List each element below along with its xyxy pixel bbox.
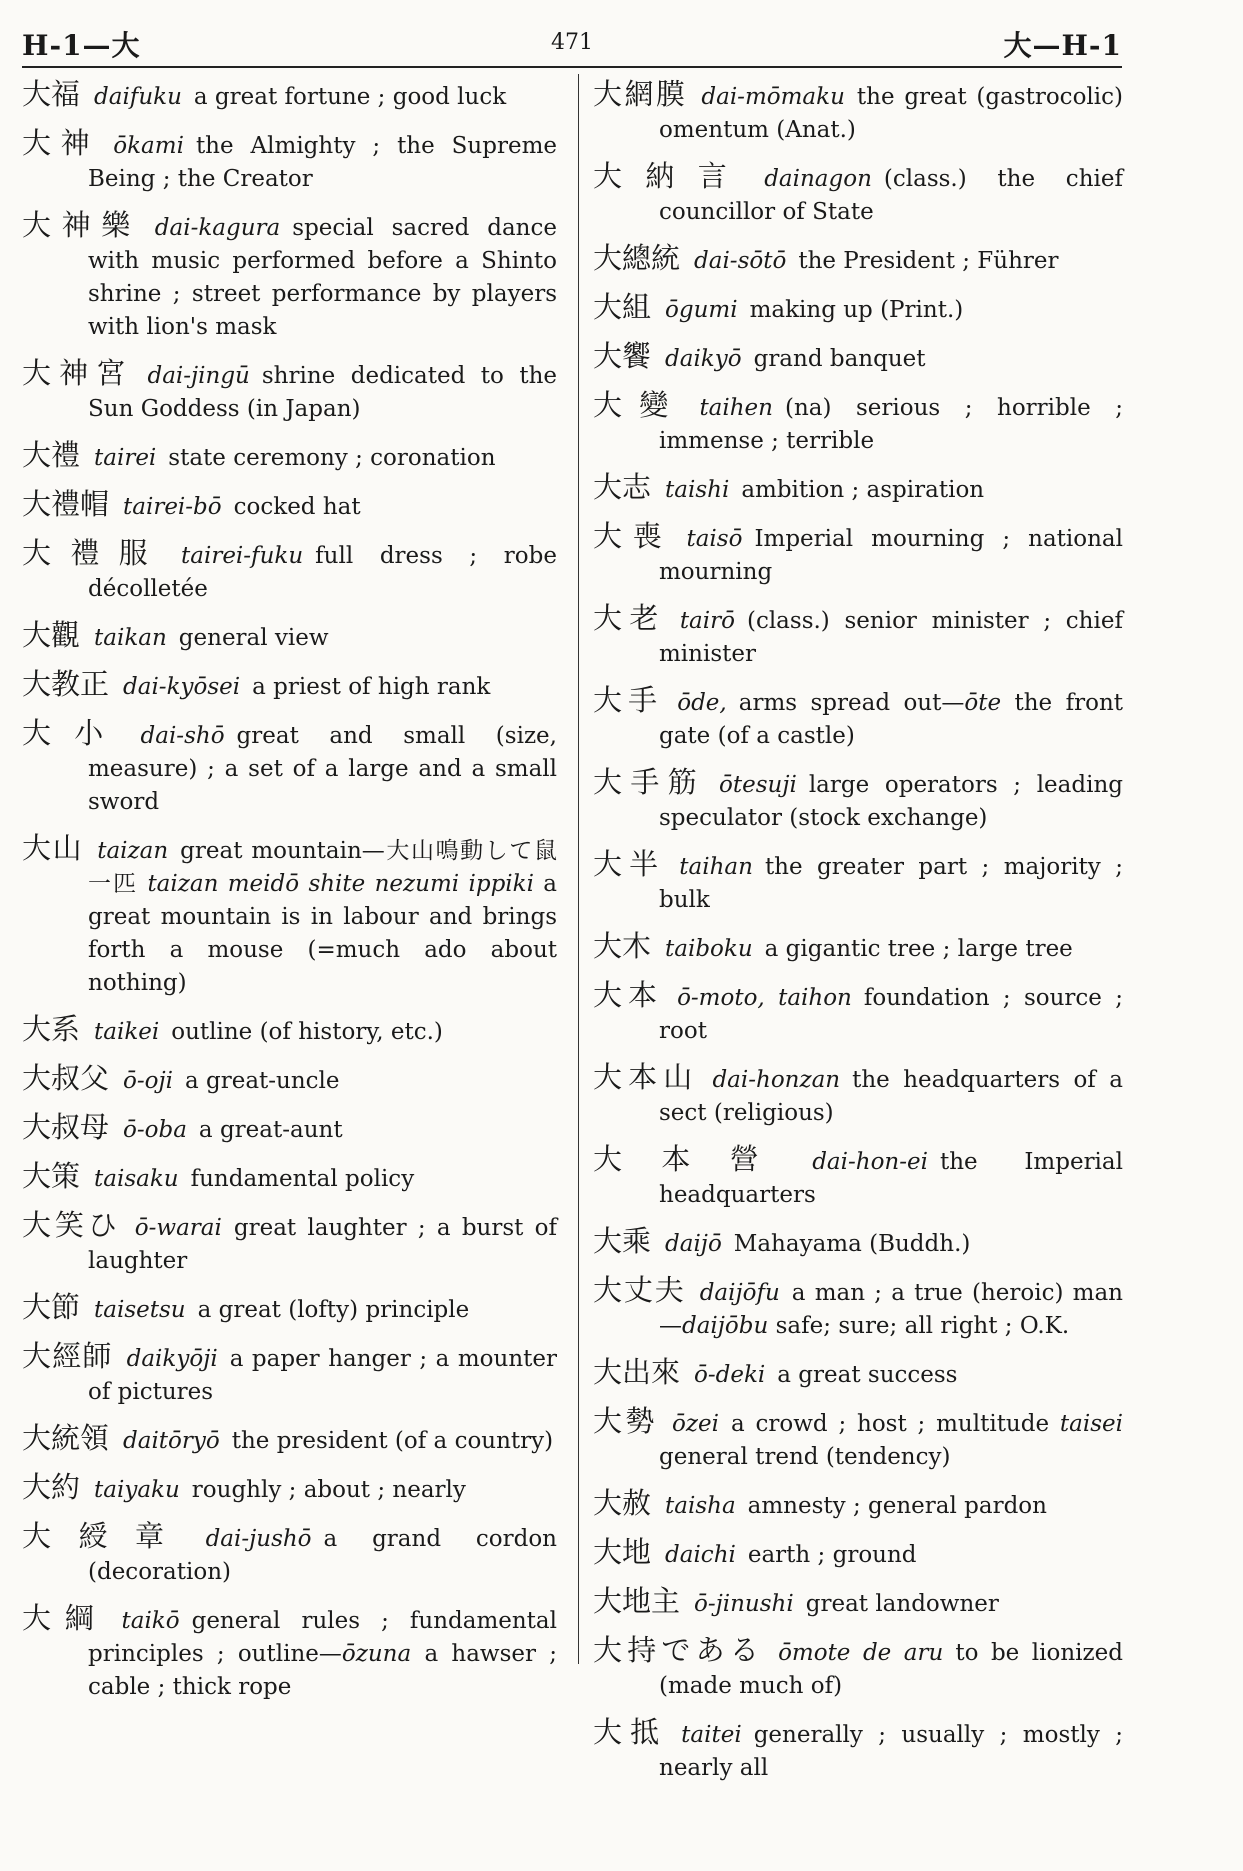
entry-headword: 大節 xyxy=(22,1290,81,1324)
entry-phrase-reading: taizan meidō shite nezumi ippiki xyxy=(147,871,534,897)
dictionary-entry xyxy=(22,1602,557,1704)
entry-reading: dai-hon-ei xyxy=(812,1149,928,1175)
dictionary-entry xyxy=(22,1013,557,1049)
entry-reading: daichi xyxy=(665,1542,736,1568)
entry-definition: general view xyxy=(178,625,329,651)
entry-definition: a great fortune ; good luck xyxy=(193,84,507,110)
dictionary-entry xyxy=(22,1520,557,1589)
entry-reading: taiyaku xyxy=(94,1477,180,1503)
dictionary-entry xyxy=(22,717,557,819)
entry-headword: 大抵 xyxy=(593,1715,668,1749)
entry-headword: 大志 xyxy=(593,470,652,504)
entry-reading: taihen xyxy=(699,395,773,421)
entry-reading: dai-jingū xyxy=(147,363,250,389)
entry-headword: 大小 xyxy=(22,716,127,750)
entry-headword: 大綬章 xyxy=(22,1519,192,1553)
entry-reading: taishi xyxy=(665,477,730,503)
entry-reading: ōzei xyxy=(672,1411,719,1437)
dictionary-entry xyxy=(22,357,557,426)
entry-reading: taizan xyxy=(97,838,169,864)
entry-reading: ō-moto, taihon xyxy=(677,985,852,1011)
entry-headword: 大神 xyxy=(22,126,100,160)
entry-reading: ōgumi xyxy=(665,297,738,323)
dictionary-entry xyxy=(593,1405,1123,1474)
entry-headword: 大本山 xyxy=(593,1060,699,1094)
entry-reading: taitei xyxy=(681,1722,742,1748)
entry-reading: dainagon xyxy=(764,166,872,192)
entry-definition: the President ; Führer xyxy=(798,248,1059,274)
entry-headword: 大網膜 xyxy=(593,77,688,111)
entry-headword: 大叔母 xyxy=(22,1110,110,1144)
entry-headword: 大變 xyxy=(593,388,686,422)
entry-reading: taihan xyxy=(679,854,753,880)
header-rule xyxy=(22,66,1122,68)
entry-reading: taikan xyxy=(94,625,167,651)
dictionary-entry xyxy=(593,602,1123,671)
entry-headword: 大地主 xyxy=(593,1584,681,1618)
dictionary-entry xyxy=(593,1634,1123,1703)
entry-headword: 大丈夫 xyxy=(593,1273,686,1307)
entry-definition: to be lionized (made much of) xyxy=(659,1640,1123,1699)
entry-definition: the Imperial headquarters xyxy=(659,1149,1123,1208)
entry-definition: the greater part ; majority ; bulk xyxy=(659,854,1123,913)
entry-definition: cocked hat xyxy=(233,494,361,520)
entry-reading: taikō xyxy=(121,1608,180,1634)
entry-definition: shrine dedicated to the Sun Goddess (in Japan) xyxy=(88,363,557,422)
left-column xyxy=(22,78,557,1717)
entry-reading: dai-shō xyxy=(140,723,225,749)
entry-headword: 大本 xyxy=(593,978,664,1012)
dictionary-entry xyxy=(22,832,557,1000)
entry-definition: great mountain— xyxy=(180,838,385,864)
entry-headword: 大笑ひ xyxy=(22,1208,121,1242)
entry-definition: roughly ; about ; nearly xyxy=(191,1477,466,1503)
entry-definition: grand banquet xyxy=(753,346,926,372)
entry-reading: daifuku xyxy=(94,84,182,110)
entry-phrase-definition: general trend (tendency) xyxy=(659,1444,951,1470)
entry-definition: foundation ; source ; root xyxy=(659,985,1123,1044)
entry-definition: Mahayama (Buddh.) xyxy=(733,1231,971,1257)
entry-reading: dai-kagura xyxy=(154,215,281,241)
entry-headword: 大經師 xyxy=(22,1339,113,1373)
entry-definition: large operators ; leading speculator (stock exchange) xyxy=(659,772,1123,831)
entry-definition: the Almighty ; the Supreme Being ; the Creator xyxy=(88,133,557,192)
entry-headword: 大叔父 xyxy=(22,1061,110,1095)
entry-reading: ō-jinushi xyxy=(694,1591,794,1617)
entry-reading: daitōryō xyxy=(123,1428,220,1454)
dictionary-entry xyxy=(593,291,1123,327)
dictionary-entry xyxy=(593,930,1123,966)
entry-definition: fundamental policy xyxy=(190,1166,415,1192)
entry-headword: 大納言 xyxy=(593,159,751,193)
entry-definition: great landowner xyxy=(805,1591,999,1617)
entry-reading: ōmote de aru xyxy=(778,1640,944,1666)
entry-definition: earth ; ground xyxy=(747,1542,917,1568)
dictionary-entry xyxy=(22,127,557,196)
entry-reading: ōkami xyxy=(113,133,184,159)
entry-reading: dai-mōmaku xyxy=(701,84,845,110)
dictionary-entry xyxy=(22,619,557,655)
page-header xyxy=(22,18,1122,68)
entry-definition: a great (lofty) principle xyxy=(197,1297,470,1323)
dictionary-entry xyxy=(593,1585,1123,1621)
entry-headword: 大乘 xyxy=(593,1224,652,1258)
entry-headword: 大手筋 xyxy=(593,765,706,799)
entry-headword: 大神樂 xyxy=(22,208,141,242)
entry-definition: a great success xyxy=(777,1362,958,1388)
dictionary-entry xyxy=(593,1487,1123,1523)
dictionary-entry xyxy=(22,1471,557,1507)
entry-headword: 大觀 xyxy=(22,618,81,652)
entry-definition: general rules ; fundamental principles ; outline— xyxy=(88,1608,557,1667)
entry-definition: (na) serious ; horrible ; immense ; terrible xyxy=(659,395,1123,454)
entry-definition: (class.) senior minister ; chief minister xyxy=(659,608,1123,667)
dictionary-entry xyxy=(593,848,1123,917)
entry-headword: 大禮帽 xyxy=(22,487,110,521)
entry-definition: a crowd ; host ; multitude xyxy=(730,1411,1050,1437)
dictionary-entry xyxy=(593,78,1123,147)
entry-headword: 大半 xyxy=(593,847,666,881)
entry-headword: 大赦 xyxy=(593,1486,652,1520)
header-left-guide: H-1—大 xyxy=(22,29,141,62)
dictionary-entry xyxy=(22,1209,557,1278)
entry-definition: a paper hanger ; a mounter of pictures xyxy=(88,1346,557,1405)
entry-reading: taisō xyxy=(686,526,743,552)
dictionary-entry xyxy=(593,766,1123,835)
dictionary-entry xyxy=(593,1274,1123,1343)
dictionary-entry xyxy=(593,520,1123,589)
dictionary-entry xyxy=(593,471,1123,507)
dictionary-entry xyxy=(22,537,557,606)
entry-reading: tairei xyxy=(94,445,157,471)
entry-reading: ōtesuji xyxy=(719,772,797,798)
entry-reading: tairei-fuku xyxy=(181,543,304,569)
entry-reading: dai-honzan xyxy=(712,1067,841,1093)
entry-reading: taisha xyxy=(665,1493,736,1519)
entry-reading: daikyō xyxy=(665,346,742,372)
entry-definition: Imperial mourning ; national mourning xyxy=(659,526,1123,585)
entry-headword: 大木 xyxy=(593,929,652,963)
entry-reading: taiboku xyxy=(665,936,753,962)
entry-headword: 大喪 xyxy=(593,519,673,553)
entry-definition: arms spread out— xyxy=(738,690,965,716)
entry-reading: dai-jushō xyxy=(205,1526,312,1552)
entry-headword: 大禮服 xyxy=(22,536,168,570)
entry-headword: 大組 xyxy=(593,290,652,324)
entry-reading: taisaku xyxy=(94,1166,179,1192)
dictionary-entry xyxy=(22,1340,557,1409)
entry-reading: tairō xyxy=(679,608,735,634)
entry-reading: tairei-bō xyxy=(123,494,222,520)
entry-definition: making up (Print.) xyxy=(749,297,964,323)
entry-headword: 大山 xyxy=(22,831,84,865)
entry-reading: ōde, xyxy=(677,690,727,716)
entry-headword: 大策 xyxy=(22,1159,81,1193)
entry-headword: 大約 xyxy=(22,1470,81,1504)
dictionary-entry xyxy=(22,1291,557,1327)
entry-reading: ō-warai xyxy=(134,1215,222,1241)
entry-definition: the great (gastrocolic) omentum (Anat.) xyxy=(659,84,1123,143)
entry-definition: a gigantic tree ; large tree xyxy=(764,936,1073,962)
dictionary-entry xyxy=(593,1356,1123,1392)
entry-headword: 大教正 xyxy=(22,667,110,701)
dictionary-entry xyxy=(22,78,557,114)
dictionary-entry xyxy=(593,1143,1123,1212)
dictionary-entry xyxy=(593,1061,1123,1130)
entry-reading: dai-kyōsei xyxy=(123,674,241,700)
dictionary-entry xyxy=(22,209,557,344)
entry-reading: dai-sōtō xyxy=(694,248,787,274)
column-divider xyxy=(578,74,579,1664)
entry-definition: a priest of high rank xyxy=(252,674,491,700)
entry-definition: a grand cordon (decoration) xyxy=(88,1526,557,1585)
dictionary-entry xyxy=(593,160,1123,229)
right-column xyxy=(593,78,1123,1798)
entry-definition: ambition ; aspiration xyxy=(741,477,985,503)
entry-definition: amnesty ; general pardon xyxy=(747,1493,1047,1519)
dictionary-entry xyxy=(593,340,1123,376)
header-right-guide: 大—H-1 xyxy=(1003,29,1122,62)
entry-headword: 大饗 xyxy=(593,339,652,373)
entry-headword: 大老 xyxy=(593,601,666,635)
entry-phrase-reading: ōte xyxy=(964,690,1002,716)
dictionary-entry xyxy=(593,1536,1123,1572)
entry-reading: ō-oba xyxy=(123,1117,187,1143)
entry-reading: daijōfu xyxy=(699,1280,780,1306)
dictionary-entry xyxy=(593,1225,1123,1261)
entry-headword: 大綱 xyxy=(22,1601,108,1635)
dictionary-entry xyxy=(22,488,557,524)
entry-headword: 大統領 xyxy=(22,1421,110,1455)
entry-definition: a great-aunt xyxy=(198,1117,343,1143)
entry-headword: 大福 xyxy=(22,77,81,111)
dictionary-entry xyxy=(593,684,1123,753)
dictionary-entry xyxy=(593,389,1123,458)
entry-phrase: 大山鳴動して鼠一匹 xyxy=(88,838,557,897)
entry-definition: a great-uncle xyxy=(184,1068,340,1094)
dictionary-entry xyxy=(22,439,557,475)
entry-phrase-definition: safe; sure; all right ; O.K. xyxy=(775,1313,1070,1339)
entry-definition: great and small (size, measure) ; a set of a large and a small sword xyxy=(88,723,557,815)
dictionary-entry xyxy=(593,242,1123,278)
entry-reading: taisetsu xyxy=(94,1297,186,1323)
entry-definition: (class.) the chief councillor of State xyxy=(659,166,1123,225)
entry-definition: full dress ; robe décolletée xyxy=(88,543,557,602)
entry-headword: 大手 xyxy=(593,683,664,717)
entry-phrase-reading: ōzuna xyxy=(341,1641,412,1667)
entry-definition: great laughter ; a burst of laughter xyxy=(88,1215,557,1274)
dictionary-entry xyxy=(22,1422,557,1458)
entry-headword: 大本營 xyxy=(593,1142,799,1176)
entry-headword: 大總統 xyxy=(593,241,681,275)
entry-phrase-reading: taisei xyxy=(1059,1411,1124,1437)
dictionary-entry xyxy=(22,1062,557,1098)
entry-phrase-definition: a hawser ; cable ; thick rope xyxy=(88,1641,558,1700)
entry-definition: the headquarters of a sect (religious) xyxy=(659,1067,1123,1126)
entry-headword: 大禮 xyxy=(22,438,81,472)
dictionary-entry xyxy=(22,1160,557,1196)
entry-definition: a man ; a true (heroic) man— xyxy=(659,1280,1123,1339)
entry-reading: taikei xyxy=(94,1019,160,1045)
entry-definition: the president (of a country) xyxy=(231,1428,554,1454)
entry-definition: special sacred dance with music performed before a Shinto shrine ; street performance by players with lion's mask xyxy=(88,215,557,340)
entry-phrase-definition: a great mountain is in labour and brings forth a mouse (=much ado about nothing) xyxy=(88,871,558,996)
dictionary-entry xyxy=(22,668,557,704)
entry-headword: 大勢 xyxy=(593,1404,659,1438)
entry-phrase-reading: daijōbu xyxy=(682,1313,769,1339)
entry-reading: ō-oji xyxy=(123,1068,173,1094)
dictionary-entry xyxy=(593,979,1123,1048)
entry-reading: ō-deki xyxy=(694,1362,766,1388)
entry-reading: daikyōji xyxy=(126,1346,218,1372)
entry-phrase-definition: the front gate (of a castle) xyxy=(659,690,1123,749)
entry-definition: generally ; usually ; mostly ; nearly all xyxy=(659,1722,1123,1781)
entry-definition: outline (of history, etc.) xyxy=(171,1019,443,1045)
entry-headword: 大出來 xyxy=(593,1355,681,1389)
dictionary-entry xyxy=(593,1716,1123,1785)
entry-headword: 大系 xyxy=(22,1012,81,1046)
entry-headword: 大持である xyxy=(593,1633,765,1667)
page-number: 471 xyxy=(551,30,593,55)
entry-reading: daijō xyxy=(665,1231,722,1257)
entry-headword: 大神宮 xyxy=(22,356,134,390)
dictionary-entry xyxy=(22,1111,557,1147)
entry-definition: state ceremony ; coronation xyxy=(168,445,496,471)
entry-headword: 大地 xyxy=(593,1535,652,1569)
